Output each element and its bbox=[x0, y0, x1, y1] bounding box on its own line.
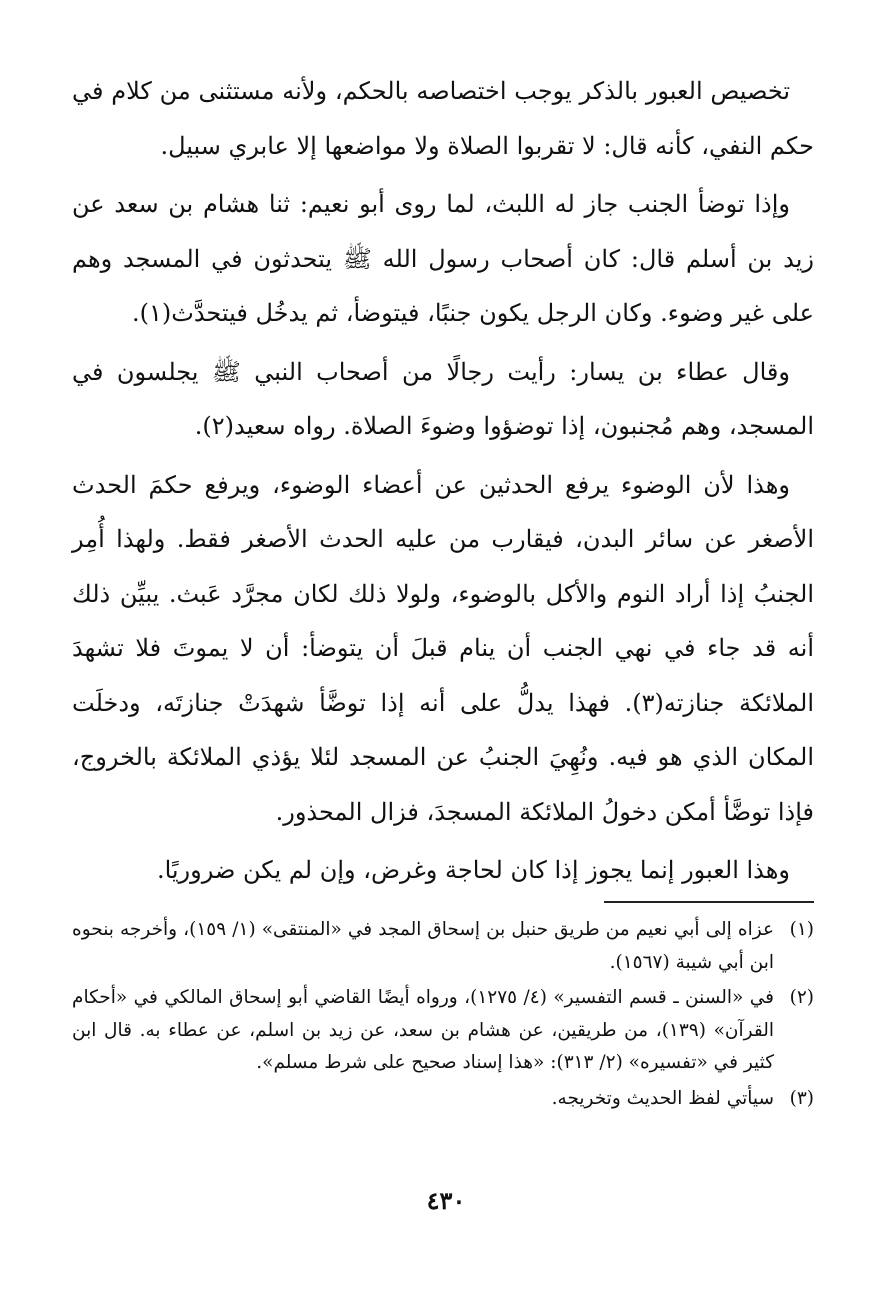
paragraph-4: وهذا لأن الوضوء يرفع الحدثين عن أعضاء الوضوء، ويرفع حكمَ الحدث الأصغر عن سائر البدن، فيقارب من عليه الحدث الأصغر فقط. ولهذا أُمِر الجنبُ إذا أراد النوم والأكل بالوضوء، ولولا ذلك لكان مجرَّد عَبث. يبيِّن ذلك أنه قد جاء في نهي الجنب أن ينام قبلَ أن يتوضأ: أن لا يموتَ فلا تشهدَ الملائكة جنازته(٣). فهذا يدلُّ على أنه إذا توضَّأ شهدَتْ جنازتَه، ودخلَت المكان الذي هو فيه. ونُهِيَ الجنبُ عن المسجد لئلا يؤذي الملائكة بالخروج، فإذا توضَّأ أمكن دخولُ الملائكة المسجدَ، فزال المحذور. bbox=[72, 470, 814, 826]
paragraph-3: وقال عطاء بن يسار: رأيت رجالًا من أصحاب النبي ﷺ يجلسون في المسجد، وهم مُجنبون، إذا توضؤوا وضوءَ الصلاة. رواه سعيد(٢). bbox=[72, 357, 814, 440]
footnotes bbox=[72, 914, 814, 1115]
paragraph-5: وهذا العبور إنما يجوز إذا كان لحاجة وغرض، وإن لم يكن ضروريًا. bbox=[156, 856, 790, 884]
footnote-3 bbox=[72, 1083, 814, 1116]
paragraph-2: وإذا توضأ الجنب جاز له اللبث، لما روى أبو نعيم: ثنا هشام بن سعد عن زيد بن أسلم قال: كان أصحاب رسول الله ﷺ يتحدثون في المسجد وهم على غير وضوء. وكان الرجل يكون جنبًا، فيتوضأ، ثم يدخُل فيتحدَّث(١). bbox=[72, 190, 814, 327]
footnote-text: سيأتي لفظ الحديث وتخريجه. bbox=[551, 1087, 774, 1109]
footnote-1 bbox=[72, 914, 814, 979]
footnote-number: (٣) bbox=[789, 1087, 814, 1109]
footnote-number: (٢) bbox=[789, 987, 814, 1008]
paragraph-1: تخصيص العبور بالذكر يوجب اختصاصه بالحكم، ولأنه مستثنى من كلام في حكم النفي، كأنه قال: لا تقربوا الصلاة ولا مواضعها إلا عابري سبيل. bbox=[72, 77, 814, 160]
footnote-separator bbox=[604, 901, 814, 903]
main-text bbox=[72, 64, 814, 898]
footnote-number: (١) bbox=[789, 919, 814, 940]
page-number: ٤٣٠ bbox=[426, 1186, 466, 1215]
footnote-2 bbox=[72, 982, 814, 1080]
footnote-text: عزاه إلى أبي نعيم من طريق حنبل بن إسحاق المجد في «المنتقى» (١/ ١٥٩)، وأخرجه بنحوه ابن أبي شيبة (١٥٦٧). bbox=[72, 919, 774, 973]
footnote-text: في «السنن ـ قسم التفسير» (٤/ ١٢٧٥)، ورواه أيضًا القاضي أبو إسحاق المالكي في «أحكام القرآن» (١٣٩)، من طريقين، عن هشام بن سعد، عن زيد بن اسلم، عن عطاء به. قال ابن كثير في «تفسيره» (٢/ ٣١٣): «هذا إسناد صحيح على شرط مسلم». bbox=[72, 987, 774, 1073]
